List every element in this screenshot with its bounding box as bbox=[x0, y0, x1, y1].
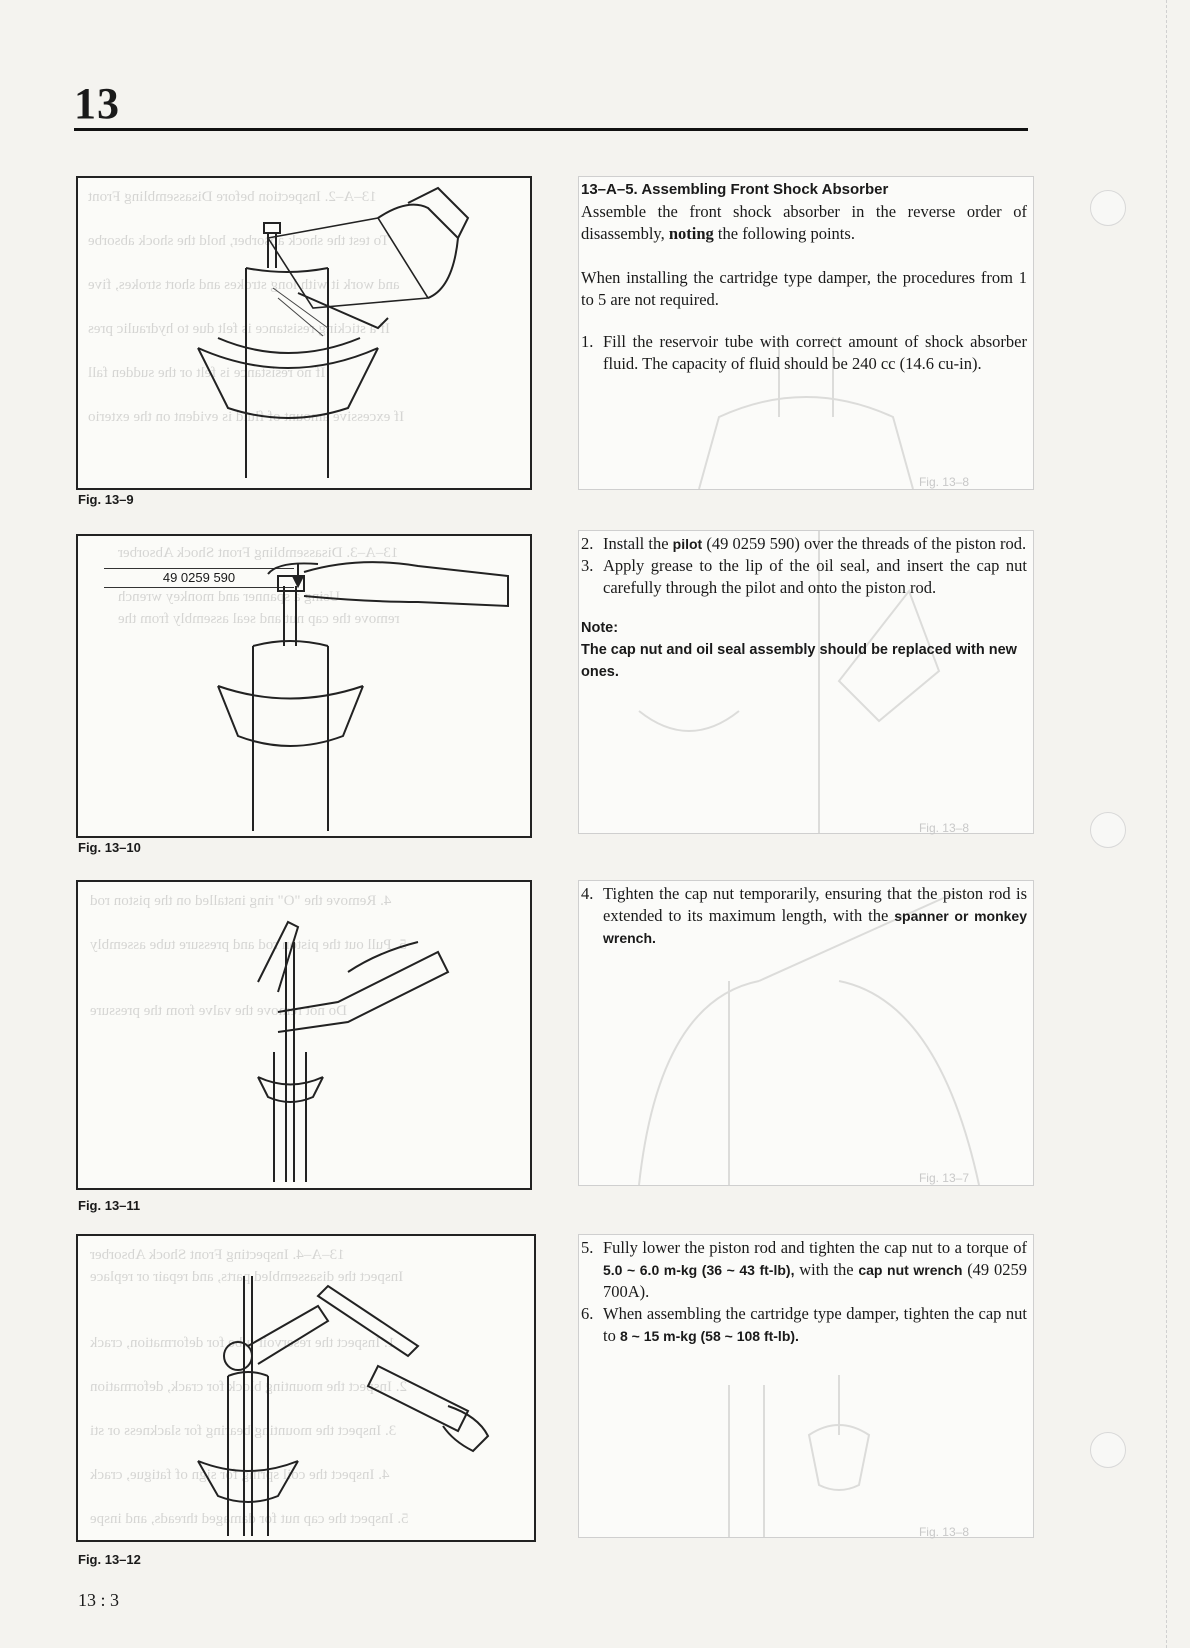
step-5 bbox=[581, 1237, 1027, 1303]
step-text bbox=[603, 533, 1026, 555]
step-2-text-start: Install the bbox=[603, 534, 673, 553]
figure-caption: Fig. 13–9 bbox=[78, 492, 134, 507]
mirrored-fig-label: Fig. 13–7 bbox=[918, 1171, 969, 1185]
text-panel-3 bbox=[578, 880, 1034, 1186]
bleed-through-text: 1. Inspect the reservoir tube for deformation, crack bbox=[90, 1335, 396, 1351]
section-heading: 13–A–5. Assembling Front Shock Absorber bbox=[581, 181, 889, 198]
tool-term: spanner or monkey wrench. bbox=[603, 908, 1028, 946]
step-number: 1. bbox=[581, 332, 594, 351]
step-1 bbox=[581, 331, 1027, 375]
bleed-through-text: Using a spanner and monkey wrench bbox=[118, 589, 341, 605]
step-text: Apply grease to the lip of the oil seal, and insert the cap nut carefully through the pilot and onto the piston rod. bbox=[603, 556, 1027, 597]
bleed-through-text: 13–A–2. Inspection before Disassembling Front bbox=[88, 189, 377, 205]
mirrored-fig-label: Fig. 13–8 bbox=[918, 1525, 969, 1539]
bleed-through-text: 13–A–3. Disassembling Front Shock Absorber bbox=[118, 545, 399, 561]
bleed-through-text: 5. Inspect the cap nut for damaged threads, and inspe bbox=[90, 1511, 409, 1527]
bleed-through-text: If no resistance is felt or the sudden fall bbox=[88, 365, 326, 381]
bleed-through-text: 3. Inspect the mounting bearing for slackness or sti bbox=[90, 1423, 397, 1439]
bleed-through-text: remove the cap nut and seal assembly from the bbox=[118, 611, 400, 627]
bleed-through-text: and work it with long strokes and short strokes, five bbox=[88, 277, 400, 293]
text-panel-4 bbox=[578, 1234, 1034, 1538]
page-number: 13 : 3 bbox=[78, 1590, 120, 1610]
binder-hole bbox=[1090, 812, 1126, 848]
bleed-through-text: 2. Inspect the mounting block for crack, deformation bbox=[90, 1379, 407, 1395]
figure-13-12 bbox=[76, 1234, 536, 1542]
pilot-install-illustration bbox=[78, 536, 530, 836]
text-panel-2 bbox=[578, 530, 1034, 834]
bleed-through-text: To test the shock absorber, hold the shock absorbe bbox=[88, 233, 390, 249]
tool-callout-label: 49 0259 590 bbox=[104, 568, 294, 588]
mirrored-fig-label: Fig. 13–8 bbox=[918, 821, 969, 835]
mirrored-fig-label: Fig. 13–8 bbox=[918, 475, 969, 489]
step-4-text-start: Tighten the cap nut temporarily, ensuring that the piston rod is extended to its maximum length, with the bbox=[603, 884, 1027, 925]
cap-nut-torque-illustration bbox=[78, 1236, 534, 1540]
header-rule bbox=[74, 128, 1028, 131]
step-5-text-start: Fully lower the piston rod and tighten the cap nut to a torque of bbox=[603, 1238, 1027, 1257]
binder-hole bbox=[1090, 190, 1126, 226]
bleed-through-text: 4. Inspect the coil spring for sign of fatigue, crack bbox=[90, 1467, 390, 1483]
step-number: 3. bbox=[581, 556, 594, 575]
bleed-through-text: If a sticking resistance is felt due to hydraulic pres bbox=[88, 321, 390, 337]
step-text: Fill the reservoir tube with correct amount of shock absorber fluid. The capacity of fluid should be 240 cc (14.6 cu-in). bbox=[603, 332, 1027, 373]
bleed-through-text: 5. Pull out the piston rod and pressure tube assembly bbox=[90, 937, 407, 953]
bleed-through-text: If excessive amount of fluid is evident on the exterio bbox=[88, 409, 405, 425]
chapter-number: 13 bbox=[74, 79, 120, 128]
step-number: 2. bbox=[581, 534, 594, 553]
figure-13-10 bbox=[76, 534, 532, 838]
figure-caption: Fig. 13–11 bbox=[78, 1198, 141, 1213]
note-label: Note: bbox=[581, 620, 619, 636]
step-6-text-start: When assembling the cartridge type damper, tighten the cap nut to bbox=[603, 1304, 1027, 1345]
page-edge bbox=[1166, 0, 1167, 1648]
figure-13-11 bbox=[76, 880, 532, 1190]
step-number: 4. bbox=[581, 884, 594, 903]
step-text bbox=[603, 883, 1027, 949]
cartridge-note: When installing the cartridge type damper, the procedures from 1 to 5 are not required. bbox=[581, 268, 1027, 309]
text-panel-1 bbox=[578, 176, 1034, 490]
step-number: 5. bbox=[581, 1238, 594, 1257]
note-text: The cap nut and oil seal assembly should be replaced with new ones. bbox=[581, 642, 1017, 680]
intro-text-end: the following points. bbox=[713, 224, 855, 243]
intro-text: Assemble the front shock absorber in the reverse order of disassembly, bbox=[581, 202, 1027, 243]
bleed-through-text: 13–A–4. Inspecting Front Shock Absorber bbox=[90, 1247, 345, 1263]
figure-13-9 bbox=[76, 176, 532, 490]
step-number: 6. bbox=[581, 1304, 594, 1323]
bleed-through-text: 4. Remove the "O" ring installed on the piston rod bbox=[90, 893, 392, 909]
binder-hole bbox=[1090, 1432, 1126, 1468]
piston-rod-removal-illustration bbox=[78, 882, 530, 1188]
figure-caption: Fig. 13–10 bbox=[78, 840, 141, 855]
shock-absorber-fluid-illustration bbox=[78, 178, 530, 488]
step-2-text-end: (49 0259 590) over the threads of the piston rod. bbox=[702, 534, 1027, 553]
step-3 bbox=[581, 555, 1027, 599]
figure-caption: Fig. 13–12 bbox=[78, 1552, 141, 1567]
bleed-through-text: Inspect the disassembled parts, and repair or replace bbox=[90, 1269, 404, 1285]
pilot-term: pilot bbox=[672, 536, 703, 552]
bleed-through-text: Do not remove the valve from the pressure bbox=[90, 1003, 347, 1019]
step-2 bbox=[581, 533, 1027, 555]
torque-spec: 8 ~ 15 m-kg (58 ~ 108 ft-lb). bbox=[619, 1328, 799, 1344]
step-5-text-mid: with the bbox=[794, 1260, 859, 1279]
torque-spec: 5.0 ~ 6.0 m-kg (36 ~ 43 ft-lb), bbox=[603, 1262, 795, 1278]
intro-emphasis: noting bbox=[668, 224, 714, 243]
intro-paragraph bbox=[581, 201, 1027, 245]
step-5-text-end: (49 0259 700A). bbox=[603, 1260, 1027, 1301]
step-4 bbox=[581, 883, 1027, 949]
wrench-term: cap nut wrench bbox=[858, 1262, 963, 1278]
step-text bbox=[603, 1303, 1027, 1347]
step-text bbox=[603, 1237, 1027, 1303]
step-6 bbox=[581, 1303, 1027, 1347]
